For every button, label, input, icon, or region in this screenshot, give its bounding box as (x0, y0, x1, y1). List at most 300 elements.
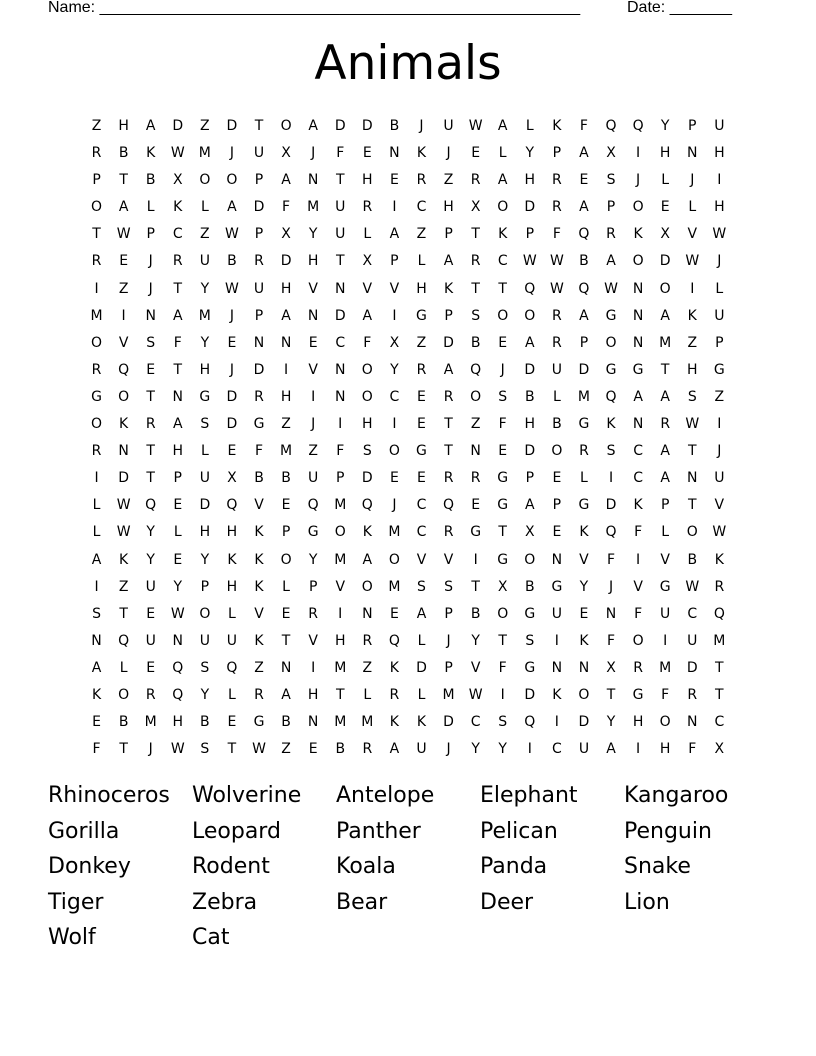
grid-letter[interactable]: N (253, 334, 265, 351)
grid-letter[interactable]: F (579, 118, 588, 134)
grid-letter[interactable]: C (470, 714, 481, 731)
grid-letter[interactable]: J (311, 145, 316, 162)
grid-letter[interactable]: W (116, 524, 131, 541)
grid-letter[interactable]: M (334, 714, 347, 731)
grid-letter[interactable]: N (172, 388, 184, 405)
grid-letter[interactable]: D (443, 714, 454, 731)
grid-letter[interactable]: I (311, 388, 316, 405)
grid-letter[interactable]: K (91, 686, 102, 703)
grid-letter[interactable]: E (146, 361, 156, 378)
grid-letter[interactable]: C (633, 470, 643, 487)
grid-letter[interactable]: C (687, 605, 698, 622)
grid-letter[interactable]: V (579, 551, 589, 568)
grid-letter[interactable]: P (579, 334, 589, 351)
grid-letter[interactable]: M (90, 307, 103, 324)
grid-letter[interactable]: D (334, 307, 346, 324)
grid-letter[interactable]: A (606, 741, 616, 758)
grid-letter[interactable]: N (632, 280, 644, 297)
grid-letter[interactable]: J (500, 361, 505, 378)
grid-letter[interactable]: E (552, 524, 562, 541)
grid-letter[interactable]: O (388, 551, 400, 568)
grid-letter[interactable]: A (91, 659, 102, 676)
grid-letter[interactable]: V (362, 280, 373, 297)
grid-letter[interactable]: O (632, 199, 644, 216)
grid-letter[interactable]: X (389, 334, 400, 351)
grid-letter[interactable]: N (335, 388, 346, 405)
grid-letter[interactable]: M (198, 145, 211, 162)
grid-letter[interactable]: Y (525, 145, 535, 162)
grid-letter[interactable]: X (524, 524, 535, 541)
grid-letter[interactable]: U (335, 199, 346, 216)
grid-letter[interactable]: P (254, 307, 264, 324)
grid-letter[interactable]: N (280, 659, 292, 676)
grid-letter[interactable]: E (281, 497, 291, 514)
grid-letter[interactable]: U (714, 307, 725, 324)
grid-letter[interactable]: N (578, 659, 590, 676)
grid-letter[interactable]: M (198, 307, 211, 324)
grid-letter[interactable]: K (362, 524, 372, 541)
grid-letter[interactable]: I (311, 659, 316, 676)
grid-letter[interactable]: A (227, 199, 237, 216)
grid-letter[interactable]: N (687, 470, 698, 487)
grid-letter[interactable]: I (338, 416, 343, 433)
grid-letter[interactable]: U (687, 632, 698, 649)
grid-letter[interactable]: L (498, 145, 507, 162)
grid-letter[interactable]: W (116, 497, 131, 514)
grid-letter[interactable]: R (443, 388, 454, 405)
grid-letter[interactable]: N (307, 714, 319, 731)
grid-letter[interactable]: H (714, 199, 725, 216)
grid-letter[interactable]: W (549, 280, 564, 297)
grid-letter[interactable]: K (498, 226, 508, 243)
grid-letter[interactable]: P (173, 470, 182, 487)
grid-letter[interactable]: Y (471, 632, 480, 649)
grid-letter[interactable]: U (443, 118, 454, 134)
grid-letter[interactable]: S (498, 714, 508, 731)
grid-letter[interactable]: K (552, 118, 562, 134)
grid-letter[interactable]: Q (470, 361, 482, 378)
grid-letter[interactable]: T (498, 280, 507, 297)
grid-letter[interactable]: T (146, 470, 155, 487)
grid-letter[interactable]: R (308, 605, 319, 622)
grid-letter[interactable]: O (388, 443, 400, 460)
grid-letter[interactable]: R (145, 416, 156, 433)
grid-letter[interactable]: A (660, 388, 670, 405)
grid-letter[interactable]: O (497, 199, 509, 216)
grid-letter[interactable]: F (661, 686, 670, 703)
grid-letter[interactable]: E (417, 416, 426, 433)
grid-letter[interactable]: H (659, 145, 671, 162)
grid-letter[interactable]: T (173, 361, 183, 378)
grid-letter[interactable]: Q (605, 118, 617, 134)
grid-letter[interactable]: L (417, 686, 426, 703)
grid-letter[interactable]: G (497, 470, 509, 487)
grid-letter[interactable]: G (416, 443, 427, 460)
grid-letter[interactable]: E (227, 443, 237, 460)
grid-letter[interactable]: B (118, 714, 129, 731)
grid-letter[interactable]: R (416, 361, 427, 378)
grid-letter[interactable]: K (389, 659, 399, 676)
grid-letter[interactable]: M (659, 334, 672, 351)
grid-letter[interactable]: D (280, 253, 292, 270)
grid-letter[interactable]: O (334, 524, 346, 541)
grid-letter[interactable]: R (443, 524, 454, 541)
grid-letter[interactable]: X (470, 199, 481, 216)
grid-letter[interactable]: D (659, 253, 671, 270)
grid-letter[interactable]: T (498, 524, 507, 541)
grid-letter[interactable]: E (362, 145, 372, 162)
grid-letter[interactable]: U (551, 361, 562, 378)
grid-letter[interactable]: R (470, 253, 481, 270)
grid-letter[interactable]: O (361, 361, 373, 378)
grid-letter[interactable]: V (118, 334, 129, 351)
grid-letter[interactable]: F (606, 551, 616, 568)
grid-letter[interactable]: Y (498, 741, 507, 758)
grid-letter[interactable]: Q (578, 226, 590, 243)
grid-letter[interactable]: G (524, 605, 536, 622)
grid-letter[interactable]: P (254, 172, 264, 189)
grid-letter[interactable]: G (91, 388, 102, 405)
grid-letter[interactable]: B (227, 253, 237, 270)
grid-letter[interactable]: W (685, 578, 700, 595)
grid-letter[interactable]: L (282, 578, 290, 595)
grid-letter[interactable]: W (549, 253, 564, 270)
grid-letter[interactable]: E (308, 334, 318, 351)
grid-letter[interactable]: G (307, 524, 319, 541)
grid-letter[interactable]: X (172, 172, 183, 189)
grid-letter[interactable]: D (605, 497, 617, 514)
grid-letter[interactable]: J (229, 307, 234, 324)
grid-letter[interactable]: A (389, 226, 400, 243)
grid-letter[interactable]: D (226, 118, 238, 134)
grid-letter[interactable]: K (254, 524, 264, 541)
grid-letter[interactable]: R (552, 334, 562, 351)
grid-letter[interactable]: R (552, 172, 562, 189)
grid-letter[interactable]: K (227, 551, 237, 568)
grid-letter[interactable]: S (146, 334, 156, 351)
grid-letter[interactable]: N (335, 361, 346, 378)
grid-letter[interactable]: S (92, 605, 101, 622)
grid-letter[interactable]: C (416, 524, 427, 541)
grid-letter[interactable]: T (335, 686, 345, 703)
grid-letter[interactable]: K (254, 551, 264, 568)
grid-letter[interactable]: N (307, 172, 319, 189)
grid-letter[interactable]: P (200, 578, 210, 595)
grid-letter[interactable]: E (579, 172, 589, 189)
grid-letter[interactable]: X (281, 226, 291, 243)
grid-letter[interactable]: U (199, 632, 210, 649)
grid-letter[interactable]: R (606, 226, 616, 243)
grid-letter[interactable]: N (307, 307, 319, 324)
grid-letter[interactable]: N (335, 280, 346, 297)
grid-letter[interactable]: G (605, 307, 617, 324)
grid-letter[interactable]: G (632, 361, 644, 378)
grid-letter[interactable]: O (659, 714, 671, 731)
grid-letter[interactable]: S (362, 443, 372, 460)
grid-letter[interactable]: O (91, 416, 103, 433)
grid-letter[interactable]: Q (443, 497, 455, 514)
grid-letter[interactable]: F (336, 443, 345, 460)
grid-letter[interactable]: T (444, 416, 453, 433)
grid-letter[interactable]: D (253, 361, 265, 378)
grid-letter[interactable]: K (254, 632, 264, 649)
grid-letter[interactable]: G (253, 416, 265, 433)
grid-letter[interactable]: X (281, 145, 291, 162)
grid-letter[interactable]: N (389, 145, 400, 162)
grid-letter[interactable]: E (389, 605, 399, 622)
grid-letter[interactable]: I (94, 578, 99, 595)
grid-letter[interactable]: S (606, 172, 616, 189)
grid-letter[interactable]: S (606, 443, 616, 460)
grid-letter[interactable]: P (525, 470, 535, 487)
grid-letter[interactable]: F (498, 416, 507, 433)
grid-letter[interactable]: R (714, 578, 725, 595)
grid-letter[interactable]: E (660, 199, 670, 216)
grid-letter[interactable]: E (146, 605, 156, 622)
grid-letter[interactable]: I (500, 686, 505, 703)
grid-letter[interactable]: A (91, 551, 102, 568)
grid-letter[interactable]: Q (118, 361, 130, 378)
grid-letter[interactable]: N (632, 307, 644, 324)
grid-letter[interactable]: Y (173, 578, 183, 595)
grid-letter[interactable]: O (118, 686, 130, 703)
grid-letter[interactable]: O (578, 686, 590, 703)
grid-letter[interactable]: Q (605, 388, 617, 405)
grid-letter[interactable]: G (253, 714, 265, 731)
grid-letter[interactable]: C (633, 443, 643, 460)
grid-letter[interactable]: F (254, 443, 264, 460)
grid-letter[interactable]: A (416, 605, 427, 622)
grid-letter[interactable]: K (416, 714, 427, 731)
grid-letter[interactable]: I (392, 416, 397, 433)
grid-letter[interactable]: N (605, 605, 617, 622)
grid-letter[interactable]: T (335, 253, 345, 270)
grid-letter[interactable]: B (281, 714, 291, 731)
grid-letter[interactable]: K (633, 226, 643, 243)
grid-letter[interactable]: D (686, 659, 698, 676)
grid-letter[interactable]: D (334, 118, 346, 134)
grid-letter[interactable]: D (524, 443, 536, 460)
grid-letter[interactable]: R (552, 199, 562, 216)
grid-letter[interactable]: W (685, 253, 700, 270)
grid-letter[interactable]: O (524, 307, 536, 324)
grid-letter[interactable]: W (685, 416, 700, 433)
grid-letter[interactable]: Y (308, 551, 318, 568)
grid-letter[interactable]: W (468, 118, 483, 134)
grid-letter[interactable]: R (687, 686, 698, 703)
grid-letter[interactable]: P (606, 199, 616, 216)
grid-letter[interactable]: E (227, 714, 237, 731)
grid-letter[interactable]: R (416, 172, 427, 189)
grid-letter[interactable]: O (470, 388, 482, 405)
grid-letter[interactable]: Y (390, 361, 399, 378)
grid-letter[interactable]: A (660, 443, 670, 460)
grid-letter[interactable]: F (92, 741, 101, 758)
grid-letter[interactable]: I (636, 741, 641, 758)
grid-letter[interactable]: N (687, 714, 698, 731)
grid-letter[interactable]: W (712, 226, 727, 243)
grid-letter[interactable]: V (389, 280, 400, 297)
grid-letter[interactable]: S (525, 632, 535, 649)
grid-letter[interactable]: F (634, 605, 643, 622)
grid-letter[interactable]: I (636, 551, 641, 568)
grid-letter[interactable]: Q (118, 632, 130, 649)
grid-letter[interactable]: L (228, 605, 236, 622)
grid-letter[interactable]: J (392, 497, 397, 514)
grid-letter[interactable]: O (686, 524, 698, 541)
grid-letter[interactable]: X (227, 470, 237, 487)
grid-letter[interactable]: P (688, 118, 697, 134)
grid-letter[interactable]: L (661, 172, 670, 189)
grid-letter[interactable]: T (119, 741, 128, 758)
grid-letter[interactable]: A (362, 551, 373, 568)
grid-letter[interactable]: I (94, 470, 99, 487)
grid-letter[interactable]: G (416, 307, 427, 324)
grid-letter[interactable]: A (443, 361, 454, 378)
grid-letter[interactable]: I (636, 145, 641, 162)
grid-letter[interactable]: H (226, 578, 238, 595)
grid-letter[interactable]: T (471, 280, 480, 297)
grid-letter[interactable]: T (92, 226, 101, 243)
grid-letter[interactable]: H (226, 524, 238, 541)
grid-letter[interactable]: A (497, 172, 508, 189)
grid-letter[interactable]: Z (362, 659, 373, 676)
grid-letter[interactable]: H (199, 361, 211, 378)
grid-letter[interactable]: B (118, 145, 129, 162)
grid-letter[interactable]: N (362, 605, 373, 622)
grid-letter[interactable]: A (660, 470, 670, 487)
grid-letter[interactable]: L (200, 443, 209, 460)
grid-letter[interactable]: R (91, 443, 102, 460)
grid-letter[interactable]: E (579, 605, 589, 622)
grid-letter[interactable]: B (524, 388, 535, 405)
grid-letter[interactable]: N (632, 416, 644, 433)
grid-letter[interactable]: J (419, 118, 424, 134)
grid-letter[interactable]: V (308, 632, 318, 649)
grid-letter[interactable]: Y (660, 118, 670, 134)
grid-letter[interactable]: M (334, 659, 347, 676)
grid-letter[interactable]: S (200, 741, 210, 758)
grid-letter[interactable]: T (687, 497, 697, 514)
grid-letter[interactable]: P (281, 524, 291, 541)
grid-letter[interactable]: O (199, 172, 211, 189)
grid-letter[interactable]: V (687, 226, 698, 243)
grid-letter[interactable]: J (446, 145, 451, 162)
grid-letter[interactable]: C (551, 741, 562, 758)
grid-letter[interactable]: G (578, 497, 590, 514)
grid-letter[interactable]: B (579, 253, 589, 270)
grid-letter[interactable]: M (280, 443, 293, 460)
grid-letter[interactable]: L (363, 226, 372, 243)
grid-letter[interactable]: T (173, 280, 183, 297)
grid-letter[interactable]: A (579, 199, 589, 216)
grid-letter[interactable]: Y (579, 578, 589, 595)
grid-letter[interactable]: R (470, 470, 481, 487)
grid-letter[interactable]: Q (172, 686, 184, 703)
grid-letter[interactable]: A (281, 307, 291, 324)
grid-letter[interactable]: J (229, 361, 234, 378)
grid-letter[interactable]: E (417, 470, 426, 487)
grid-letter[interactable]: O (361, 388, 373, 405)
grid-letter[interactable]: A (172, 416, 183, 433)
grid-letter[interactable]: E (227, 334, 237, 351)
grid-letter[interactable]: T (444, 443, 453, 460)
grid-letter[interactable]: M (713, 632, 726, 649)
grid-letter[interactable]: L (92, 497, 101, 514)
grid-letter[interactable]: S (200, 659, 210, 676)
grid-letter[interactable]: T (687, 443, 697, 460)
grid-letter[interactable]: P (552, 497, 562, 514)
grid-letter[interactable]: R (254, 253, 264, 270)
grid-letter[interactable]: L (417, 632, 426, 649)
grid-letter[interactable]: K (443, 280, 454, 297)
grid-letter[interactable]: C (416, 199, 427, 216)
grid-letter[interactable]: P (254, 226, 264, 243)
grid-letter[interactable]: S (687, 388, 697, 405)
grid-letter[interactable]: V (254, 605, 264, 622)
grid-letter[interactable]: G (497, 551, 509, 568)
grid-letter[interactable]: H (172, 443, 184, 460)
grid-letter[interactable]: Q (605, 524, 617, 541)
grid-letter[interactable]: Z (281, 741, 291, 758)
grid-letter[interactable]: S (444, 578, 453, 595)
grid-letter[interactable]: U (660, 605, 671, 622)
grid-letter[interactable]: G (551, 578, 563, 595)
grid-letter[interactable]: H (416, 280, 427, 297)
grid-letter[interactable]: E (173, 497, 183, 514)
grid-letter[interactable]: P (715, 334, 724, 351)
grid-letter[interactable]: V (335, 578, 346, 595)
grid-letter[interactable]: T (606, 686, 616, 703)
grid-letter[interactable]: F (688, 741, 697, 758)
grid-letter[interactable]: C (172, 226, 183, 243)
grid-letter[interactable]: W (170, 145, 185, 162)
grid-letter[interactable]: W (225, 226, 239, 243)
grid-letter[interactable]: L (417, 253, 426, 270)
grid-letter[interactable]: H (632, 714, 644, 731)
grid-letter[interactable]: Q (578, 280, 590, 297)
grid-letter[interactable]: U (199, 253, 210, 270)
grid-letter[interactable]: Y (606, 714, 616, 731)
grid-letter[interactable]: E (417, 388, 426, 405)
grid-letter[interactable]: T (498, 632, 507, 649)
grid-letter[interactable]: T (227, 741, 237, 758)
grid-letter[interactable]: R (362, 199, 373, 216)
grid-letter[interactable]: Q (226, 497, 238, 514)
grid-letter[interactable]: K (714, 551, 724, 568)
grid-letter[interactable]: T (715, 686, 724, 703)
grid-letter[interactable]: D (524, 686, 536, 703)
grid-letter[interactable]: O (118, 388, 130, 405)
grid-letter[interactable]: U (253, 280, 265, 297)
grid-letter[interactable]: R (254, 686, 264, 703)
grid-letter[interactable]: G (470, 524, 482, 541)
grid-letter[interactable]: K (579, 524, 589, 541)
grid-letter[interactable]: E (92, 714, 101, 731)
grid-letter[interactable]: W (170, 741, 185, 758)
grid-letter[interactable]: G (524, 659, 536, 676)
grid-letter[interactable]: A (660, 307, 670, 324)
grid-letter[interactable]: T (660, 361, 670, 378)
grid-letter[interactable]: F (606, 632, 616, 649)
grid-letter[interactable]: T (335, 172, 345, 189)
grid-letter[interactable]: Y (146, 551, 155, 568)
grid-letter[interactable]: O (361, 578, 373, 595)
grid-letter[interactable]: U (578, 741, 590, 758)
grid-letter[interactable]: P (444, 605, 453, 622)
grid-letter[interactable]: O (632, 632, 644, 649)
grid-letter[interactable]: D (524, 199, 536, 216)
